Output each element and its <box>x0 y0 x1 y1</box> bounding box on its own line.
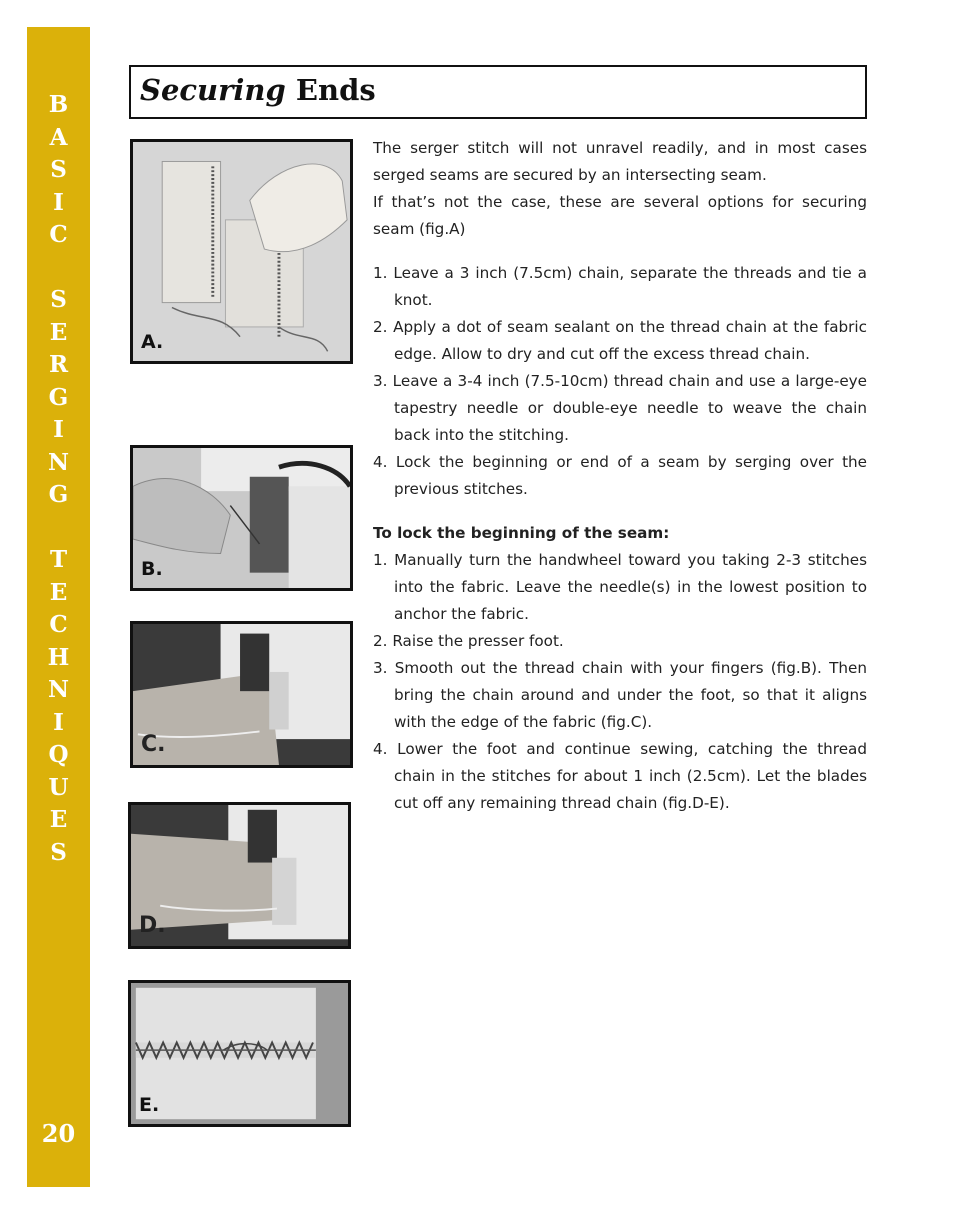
figure-a-photo <box>130 139 353 364</box>
lock-steps-list <box>373 547 867 817</box>
list-item: 3. Smooth out the thread chain with your fingers (fig.B). Then bring the chain around and under the foot, so that it aligns with the edge of the fabric (fig.C). <box>373 659 867 731</box>
list-item: 2. Apply a dot of seam sealant on the thread chain at the fabric edge. Allow to dry and cut off the excess thread chain. <box>373 318 867 363</box>
sidebar-letter: S <box>50 286 67 313</box>
sidebar-letter: U <box>48 773 69 801</box>
list-item: 1. Leave a 3 inch (7.5cm) chain, separate the threads and tie a knot. <box>373 264 867 309</box>
figure-d-photo <box>128 802 351 949</box>
figure-a-illustration <box>133 142 350 361</box>
sidebar-letter: E <box>49 806 68 833</box>
sidebar-letter: G <box>48 383 69 411</box>
spacer <box>373 503 867 520</box>
title-box <box>129 65 867 119</box>
sidebar-letter: I <box>53 188 64 216</box>
sidebar-letter <box>27 512 90 545</box>
page-number: 20 <box>41 1119 76 1148</box>
sidebar-letter: A <box>49 123 68 151</box>
page-title <box>140 73 376 107</box>
figure-e-illustration <box>131 983 348 1124</box>
figure-b-photo <box>130 445 353 591</box>
sidebar-letter: Q <box>48 741 69 768</box>
sidebar-letter: R <box>48 351 69 378</box>
figure-c-photo <box>130 621 353 768</box>
list-item: 3. Leave a 3-4 inch (7.5-10cm) thread chain and use a large-eye tapestry needle or double-eye needle to weave the chain back into the stitching. <box>373 372 867 444</box>
sidebar-letter: S <box>50 156 67 183</box>
sidebar-letter: I <box>53 708 64 736</box>
sidebar-letter: C <box>49 221 68 248</box>
list-item: 2. Raise the presser foot. <box>373 632 564 650</box>
figure-e-photo <box>128 980 351 1127</box>
sidebar-letter: N <box>47 676 70 703</box>
figure-b-illustration <box>133 448 350 588</box>
intro-paragraph: The serger stitch will not unravel readily, and in most cases serged seams are secured by an intersecting seam. <box>373 139 867 184</box>
sidebar-letter: H <box>47 643 70 671</box>
list-item: 4. Lower the foot and continue sewing, catching the thread chain in the stitches for about 1 inch (2.5cm). Let the blades cut off any remaining thread chain (fig.D-E). <box>373 740 867 812</box>
body-text <box>373 135 867 817</box>
figure-a-label: A. <box>141 331 164 353</box>
securing-options-list <box>373 260 867 503</box>
sidebar-letter: B <box>48 91 69 118</box>
page-title-italic: Securing <box>140 73 286 107</box>
sidebar-letter: T <box>49 546 68 573</box>
sidebar-letter: N <box>47 448 70 476</box>
sidebar-letter: S <box>50 838 67 866</box>
section-title-vertical <box>27 89 90 869</box>
figure-c-illustration <box>133 624 350 765</box>
sidebar-letter: C <box>49 611 68 638</box>
list-item: 4. Lock the beginning or end of a seam by serging over the previous stitches. <box>373 453 867 498</box>
spacer <box>373 243 867 260</box>
sidebar-letter <box>27 252 90 285</box>
sidebar-letter: E <box>49 578 68 606</box>
intro-paragraph: If that’s not the case, these are several options for securing seam (fig.A) <box>373 193 867 238</box>
sidebar-letter: I <box>53 416 64 443</box>
figure-d-label: D. <box>139 913 166 938</box>
list-item: 1. Manually turn the handwheel toward you taking 2-3 stitches into the fabric. Leave the needle(s) in the lowest position to anchor the fabric. <box>373 551 867 623</box>
sidebar-letter: E <box>49 318 68 346</box>
figure-b-label: B. <box>141 558 163 580</box>
figure-e-label: E. <box>139 1094 160 1116</box>
figure-c-label: C. <box>141 732 166 757</box>
sidebar-letter: G <box>48 481 69 508</box>
lock-seam-heading: To lock the beginning of the seam: <box>373 524 670 542</box>
page-title-rest: Ends <box>295 73 376 107</box>
section-sidebar <box>27 27 90 1187</box>
